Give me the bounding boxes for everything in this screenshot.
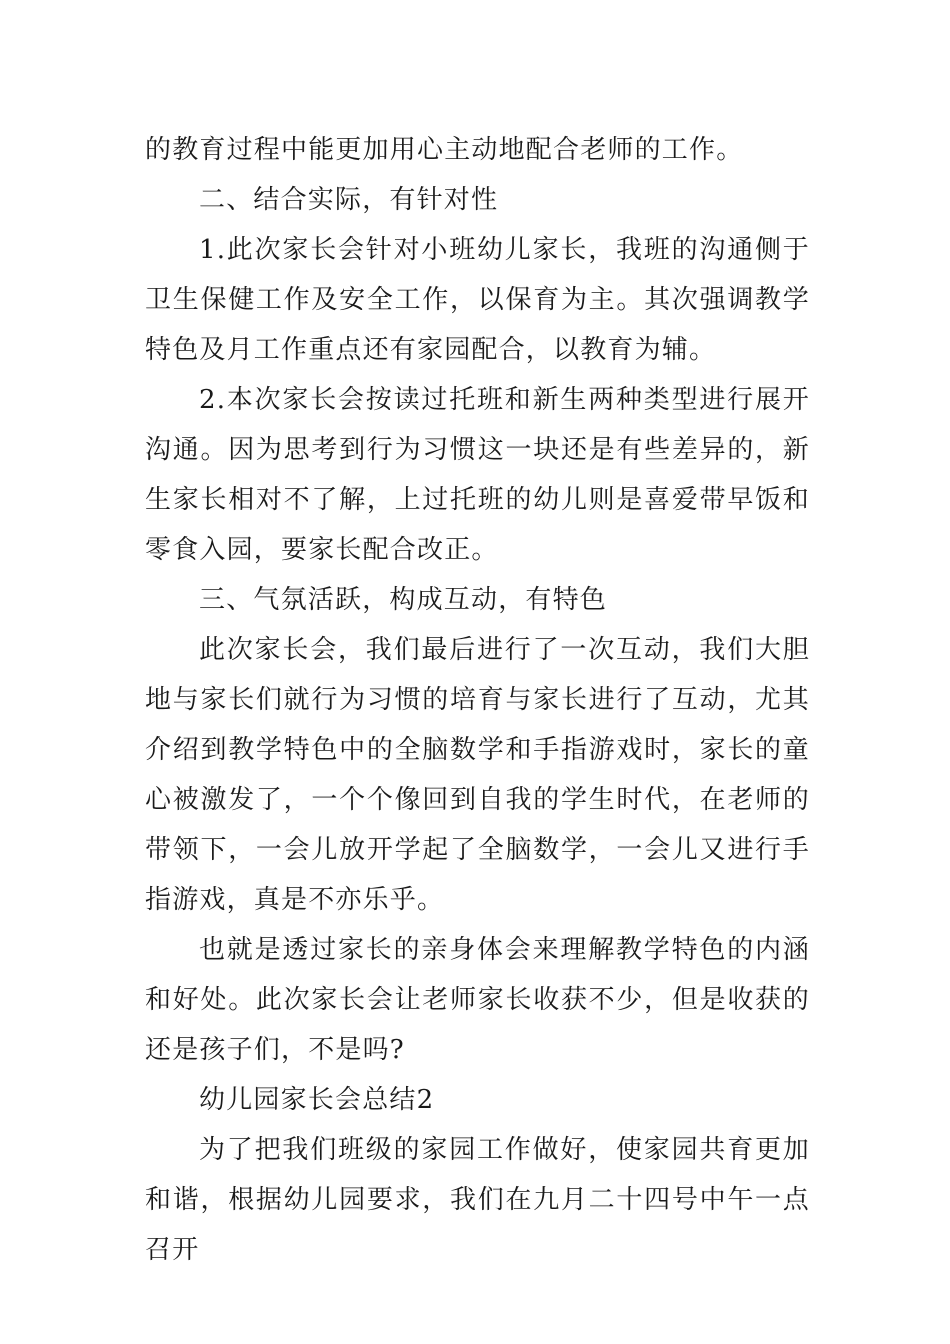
paragraph-item-1: 1.此次家长会针对小班幼儿家长，我班的沟通侧于卫生保健工作及安全工作，以保育为主。其次强调教学特色及月工作重点还有家园配合，以教育为辅。 <box>145 235 810 365</box>
article-title-2: 幼儿园家长会总结2 <box>199 1085 435 1115</box>
paragraph-intro-2: 为了把我们班级的家园工作做好，使家园共育更加和谐，根据幼儿园要求，我们在九月二十四号中午一点召开 <box>145 1135 810 1265</box>
document-body <box>145 125 810 1275</box>
paragraph-item-2: 2.本次家长会按读过托班和新生两种类型进行展开沟通。因为思考到行为习惯这一块还是有些差异的，新生家长相对不了解，上过托班的幼儿则是喜爱带早饭和零食入园，要家长配合改正。 <box>145 385 810 565</box>
paragraph-interaction: 此次家长会，我们最后进行了一次互动，我们大胆地与家长们就行为习惯的培育与家长进行了互动，尤其介绍到教学特色中的全脑数学和手指游戏时，家长的童心被激发了，一个个像回到自我的学生时代，在老师的带领下，一会儿放开学起了全脑数学，一会儿又进行手指游戏，真是不亦乐乎。 <box>145 635 810 915</box>
section-heading-2: 二、结合实际，有针对性 <box>199 185 499 215</box>
paragraph-continuation: 的教育过程中能更加用心主动地配合老师的工作。 <box>145 135 744 165</box>
section-heading-3: 三、气氛活跃，构成互动，有特色 <box>199 585 608 615</box>
paragraph-summary: 也就是透过家长的亲身体会来理解教学特色的内涵和好处。此次家长会让老师家长收获不少，但是收获的还是孩子们，不是吗? <box>145 935 810 1065</box>
